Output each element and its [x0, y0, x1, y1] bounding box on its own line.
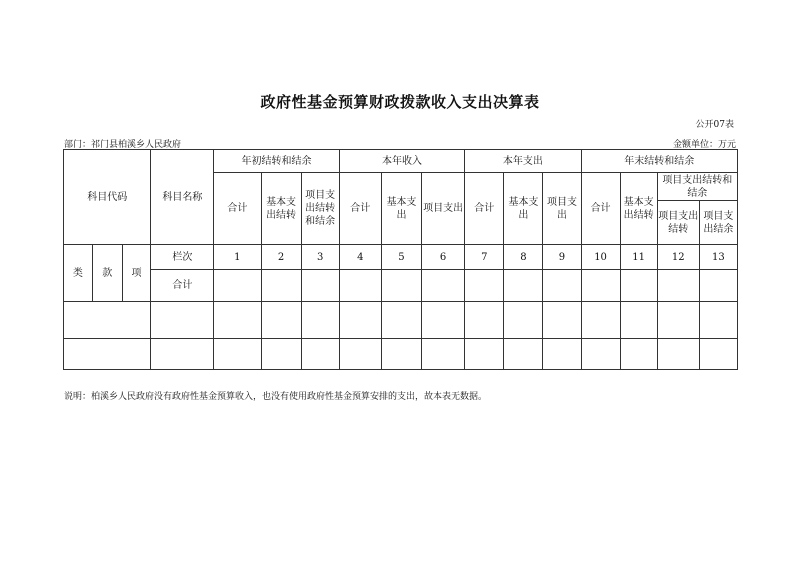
table-cell [657, 270, 699, 302]
sum-row-label: 合计 [151, 270, 214, 302]
table-cell [339, 302, 381, 339]
table-cell [261, 270, 301, 302]
table-cell [422, 302, 465, 339]
subject-code-header: 科目代码 [64, 150, 151, 245]
table-cell [465, 339, 504, 370]
table-cell [151, 302, 214, 339]
column-number-label: 栏次 [151, 245, 214, 270]
table-cell [657, 339, 699, 370]
table-cell [699, 270, 737, 302]
begin-project-carry-balance-header: 项目支出结转和结余 [301, 173, 339, 245]
income-total-header: 合计 [339, 173, 381, 245]
expense-total-header: 合计 [465, 173, 504, 245]
table-cell [151, 339, 214, 370]
table-cell [214, 302, 261, 339]
column-number-cell: 11 [620, 245, 657, 270]
table-cell [214, 270, 261, 302]
column-number-cell: 9 [543, 245, 581, 270]
table-row [64, 302, 738, 339]
column-number-cell: 8 [504, 245, 543, 270]
table-cell [381, 302, 421, 339]
budget-table [63, 149, 738, 370]
department-label: 部门：祁门县柏溪乡人民政府 [64, 140, 182, 150]
begin-total-header: 合计 [214, 173, 261, 245]
income-project-header: 项目支出 [422, 173, 465, 245]
table-cell [214, 339, 261, 370]
column-number-cell: 1 [214, 245, 261, 270]
note-text: 说明：柏溪乡人民政府没有政府性基金预算收入，也没有使用政府性基金预算安排的支出，故本表无数据。 [64, 392, 488, 402]
table-cell [504, 270, 543, 302]
subject-name-header: 科目名称 [151, 150, 214, 245]
column-number-cell: 12 [657, 245, 699, 270]
table-cell [699, 339, 737, 370]
table-cell [301, 270, 339, 302]
column-number-cell: 3 [301, 245, 339, 270]
begin-balance-group-header: 年初结转和结余 [214, 150, 340, 173]
table-cell [581, 270, 620, 302]
column-number-cell: 10 [581, 245, 620, 270]
category-xiang-header: 项 [122, 245, 151, 302]
table-cell [581, 339, 620, 370]
table-cell [422, 270, 465, 302]
table-cell [543, 339, 581, 370]
table-cell [261, 339, 301, 370]
end-basic-carry-header: 基本支出结转 [620, 173, 657, 245]
begin-basic-carry-header: 基本支出结转 [261, 173, 301, 245]
table-cell [301, 302, 339, 339]
table-cell [620, 302, 657, 339]
category-kuan-header: 款 [92, 245, 122, 302]
table-cell [64, 339, 151, 370]
end-project-carry-balance-header: 项目支出结转和结余 [657, 173, 737, 201]
expense-basic-header: 基本支出 [504, 173, 543, 245]
end-total-header: 合计 [581, 173, 620, 245]
end-project-balance-header: 项目支出结余 [699, 201, 737, 245]
column-number-cell: 2 [261, 245, 301, 270]
column-number-cell: 4 [339, 245, 381, 270]
expense-group-header: 本年支出 [465, 150, 581, 173]
category-lei-header: 类 [64, 245, 93, 302]
table-cell [543, 302, 581, 339]
end-balance-group-header: 年末结转和结余 [581, 150, 737, 173]
table-cell [620, 339, 657, 370]
table-cell [465, 270, 504, 302]
table-cell [339, 339, 381, 370]
table-cell [64, 302, 151, 339]
end-project-carry-header: 项目支出结转 [657, 201, 699, 245]
table-cell [465, 302, 504, 339]
table-cell [657, 302, 699, 339]
table-cell [699, 302, 737, 339]
column-number-cell: 13 [699, 245, 737, 270]
page-title: 政府性基金预算财政拨款收入支出决算表 [260, 93, 540, 111]
column-number-cell: 7 [465, 245, 504, 270]
table-cell [620, 270, 657, 302]
table-row [64, 339, 738, 370]
table-cell [504, 302, 543, 339]
table-cell [301, 339, 339, 370]
expense-project-header: 项目支出 [543, 173, 581, 245]
table-cell [581, 302, 620, 339]
table-cell [381, 270, 421, 302]
table-cell [339, 270, 381, 302]
unit-label: 金额单位：万元 [672, 140, 736, 150]
table-cell [261, 302, 301, 339]
table-cell [422, 339, 465, 370]
income-basic-header: 基本支出 [381, 173, 421, 245]
income-group-header: 本年收入 [339, 150, 465, 173]
column-number-cell: 5 [381, 245, 421, 270]
column-number-cell: 6 [422, 245, 465, 270]
table-cell [381, 339, 421, 370]
table-cell [543, 270, 581, 302]
table-cell [504, 339, 543, 370]
form-code: 公开07表 [695, 120, 734, 130]
